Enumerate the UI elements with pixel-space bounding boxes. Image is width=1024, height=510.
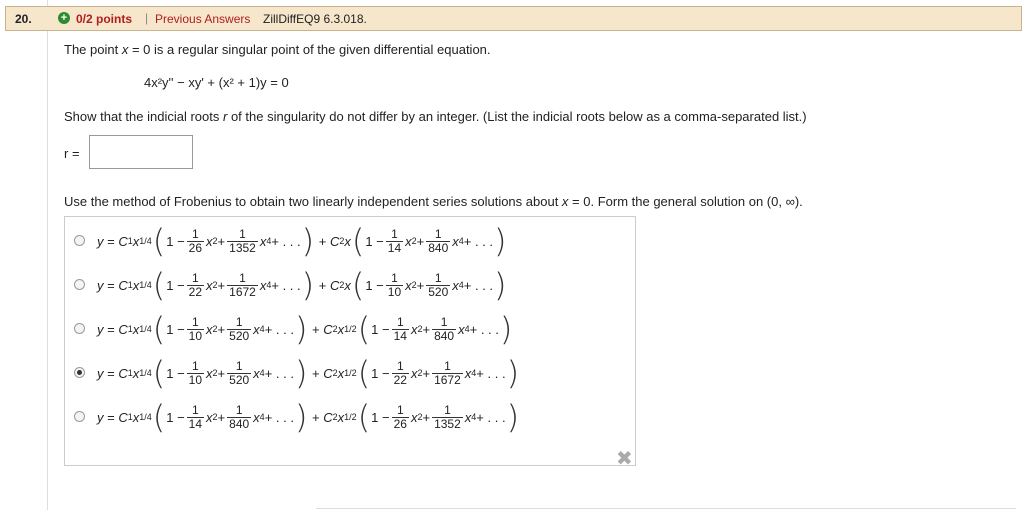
fraction: $\frac{1}{840}$ <box>229 402 250 431</box>
radio-button[interactable] <box>74 411 85 422</box>
fraction: $\frac{1}{1672}$ <box>229 270 256 299</box>
choice-row[interactable] <box>65 219 625 263</box>
radio-button[interactable] <box>74 367 85 378</box>
choice-formula: y = C 1 x 1/4 ( 1 − $\frac{1}{26}$ x 2 + $\frac{1}{1352}$ x 4 + . . . ) + C 2 x ( 1 − $\frac{1}{14}$ x 2 + $\frac{1}{840}$ x 4 + . . . ) <box>97 222 507 260</box>
choice-row[interactable] <box>65 351 625 395</box>
radio-button[interactable] <box>74 235 85 246</box>
instruction-indicial: Show that the indicial roots r of the singularity do not differ by an integer. (List the indicial roots below as a comma-separated list.) <box>64 109 807 124</box>
radio-button[interactable] <box>74 323 85 334</box>
answer-label: r = <box>64 146 80 161</box>
fraction: $\frac{1}{840}$ <box>434 314 455 343</box>
fraction: $\frac{1}{10}$ <box>188 314 203 343</box>
fraction: $\frac{1}{22}$ <box>393 358 407 387</box>
fraction: $\frac{1}{520}$ <box>229 314 250 343</box>
instruction-frobenius: Use the method of Frobenius to obtain two linearly independent series solutions about x = 0. Form the general solution on (0, ∞). <box>64 194 803 209</box>
fraction: $\frac{1}{1352}$ <box>229 226 256 255</box>
fraction: $\frac{1}{1352}$ <box>434 402 461 431</box>
choice-formula: y = C 1 x 1/4 ( 1 − $\frac{1}{14}$ x 2 + $\frac{1}{840}$ x 4 + . . . ) + C 2 x 1/2 ( 1 − $\frac{1}{26}$ x 2 + $\frac{1}{1352}$ x 4 + . . . ) <box>97 398 520 436</box>
choice-row[interactable] <box>65 263 625 307</box>
choice-formula: y = C 1 x 1/4 ( 1 − $\frac{1}{10}$ x 2 + $\frac{1}{520}$ x 4 + . . . ) + C 2 x 1/2 ( 1 − $\frac{1}{14}$ x 2 + $\frac{1}{840}$ x 4 + . . . ) <box>97 310 513 348</box>
fraction: $\frac{1}{520}$ <box>428 270 449 299</box>
question-number: 20. <box>15 12 32 26</box>
choice-formula: y = C 1 x 1/4 ( 1 − $\frac{1}{10}$ x 2 + $\frac{1}{520}$ x 4 + . . . ) + C 2 x 1/2 ( 1 − $\frac{1}{22}$ x 2 + $\frac{1}{1672}$ x 4 + . . . ) <box>97 354 520 392</box>
problem-code: ZillDiffEQ9 6.3.018. <box>263 12 367 26</box>
fraction: $\frac{1}{14}$ <box>393 314 407 343</box>
fraction: $\frac{1}{10}$ <box>387 270 402 299</box>
fraction: $\frac{1}{26}$ <box>393 402 407 431</box>
close-x-icon: ✖ <box>616 448 633 470</box>
choice-row[interactable] <box>65 307 625 351</box>
fraction: $\frac{1}{22}$ <box>188 270 203 299</box>
intro-text: The point x = 0 is a regular singular point of the given differential equation. <box>64 42 491 57</box>
fraction: $\frac{1}{840}$ <box>428 226 449 255</box>
choice-row[interactable] <box>65 395 625 439</box>
plus-icon[interactable]: + <box>58 12 70 24</box>
fraction: $\frac{1}{520}$ <box>229 358 250 387</box>
fraction: $\frac{1}{10}$ <box>188 358 203 387</box>
fraction: $\frac{1}{14}$ <box>188 402 203 431</box>
differential-equation: 4x²y'' − xy' + (x² + 1)y = 0 <box>144 75 289 90</box>
choices-panel <box>64 216 636 466</box>
question-header <box>5 6 1022 31</box>
choice-formula: y = C 1 x 1/4 ( 1 − $\frac{1}{22}$ x 2 + $\frac{1}{1672}$ x 4 + . . . ) + C 2 x ( 1 − $\frac{1}{10}$ x 2 + $\frac{1}{520}$ x 4 + . . . ) <box>97 266 507 304</box>
previous-answers-link[interactable]: Previous Answers <box>155 12 251 26</box>
header-separator: | <box>145 11 149 25</box>
fraction: $\frac{1}{26}$ <box>188 226 203 255</box>
left-divider <box>47 0 48 510</box>
points-label: 0/2 points <box>76 12 133 26</box>
fraction: $\frac{1}{14}$ <box>387 226 402 255</box>
bottom-divider <box>316 508 1016 509</box>
fraction: $\frac{1}{1672}$ <box>434 358 461 387</box>
indicial-roots-input[interactable] <box>89 135 193 169</box>
radio-button[interactable] <box>74 279 85 290</box>
